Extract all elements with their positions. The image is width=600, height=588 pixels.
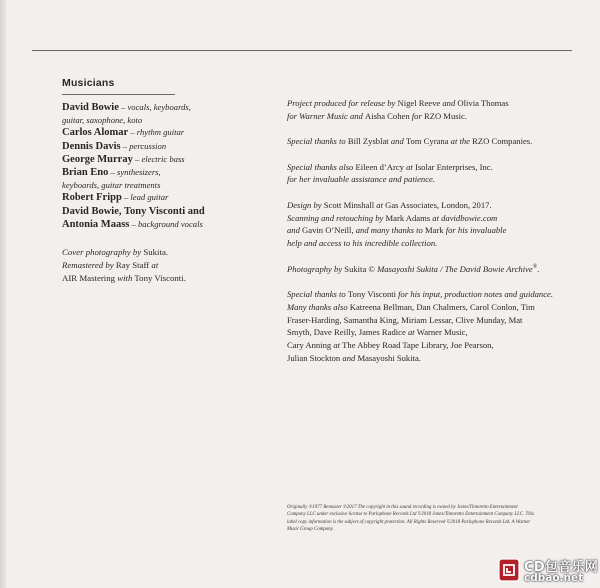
name-text-run: Aisha Cohen: [364, 110, 412, 121]
italic-text-run: at: [406, 161, 415, 172]
cover-photo-credit: [62, 246, 232, 259]
italic-text-run: , and many thanks to: [351, 225, 425, 236]
special-thanks-rzo: [287, 135, 572, 148]
musician-role: guitar, saxophone, koto: [62, 115, 143, 126]
name-text-run: Scott Minshall: [323, 199, 377, 210]
name-text-run: Isolar Enterprises, Inc.: [414, 161, 493, 172]
name-text-run: Fraser-Harding, Samantha King, Miriam Lessar, Clive Munday, Mat: [287, 314, 523, 325]
credit-separator: –: [108, 167, 117, 178]
italic-text-run: at: [376, 199, 386, 210]
legal-line: Music Group Company.: [287, 526, 334, 532]
musicians-underline: [62, 94, 175, 95]
musician-name: David Bowie, Tony Visconti and: [62, 205, 205, 217]
musicians-heading: Musicians: [62, 77, 115, 89]
musician-role: synthesizers,: [116, 167, 161, 178]
design-credits: [287, 199, 572, 250]
italic-text-run: Masayoshi Sukita / The David Bowie Archive: [377, 263, 533, 274]
musician-name: George Murray: [62, 153, 133, 165]
italic-text-run: Special thanks also: [287, 161, 356, 172]
musician-name: Antonia Maass: [62, 218, 130, 230]
special-thanks-isolar: [287, 161, 572, 187]
italic-text-run: Many thanks also: [287, 301, 350, 312]
thanks-list: [287, 288, 572, 365]
photography-credit: [287, 263, 572, 276]
musician-name: Brian Eno: [62, 167, 109, 179]
italic-text-run: at the: [450, 136, 473, 147]
name-text-run: Bill Zysblat: [347, 136, 391, 147]
credit-line: [62, 179, 222, 191]
musician-role: vocals, keyboards,: [127, 102, 191, 112]
name-text-run: Eileen d’Arcy: [355, 161, 407, 172]
italic-text-run: and: [390, 136, 406, 147]
name-text-run: Olivia Thomas: [457, 98, 509, 108]
musician-role: background vocals: [137, 218, 203, 229]
italic-text-run: and: [342, 352, 358, 363]
copyright-notice: [287, 504, 549, 533]
watermark-url: cdbao.net: [524, 572, 584, 584]
credit-line: [62, 126, 222, 139]
site-watermark: [498, 556, 598, 586]
name-text-run: Gavin O’Neill: [302, 225, 352, 236]
credit-name: Ray Staff: [113, 259, 152, 270]
name-text-run: Mark Adams: [385, 212, 433, 223]
name-text-run: ®: [532, 263, 538, 270]
legal-line: Originally ℗1977 Remaster ℗2017 The copyright in this sound recording is owned by Jones/Tintoretto Entertainment: [287, 505, 518, 510]
remaster-credit: [62, 259, 232, 272]
italic-text-run: at: [407, 327, 417, 338]
musician-name: Robert Fripp: [62, 192, 122, 204]
name-text-run: Nigel Reeve: [397, 98, 443, 108]
musician-role: percussion: [129, 140, 167, 151]
name-text-run: RZO Music.: [423, 110, 467, 121]
italic-text-run: Special thanks to: [287, 288, 348, 299]
italic-text-run: for his invaluable: [445, 225, 507, 236]
top-rule: [32, 50, 572, 51]
musician-role: electric bass: [141, 153, 185, 164]
italic-text-run: help and access to his incredible collection.: [287, 238, 438, 249]
italic-text-run: and: [442, 98, 458, 108]
name-text-run: Julian Stockton: [287, 352, 343, 363]
credit-name: Tony Visconti.: [132, 272, 186, 283]
musician-credits: [62, 101, 222, 231]
credit-label: with: [117, 272, 133, 283]
name-text-run: RZO Companies.: [472, 136, 533, 147]
italic-text-run: Project produced for release by: [287, 98, 398, 108]
credit-line: [62, 205, 222, 218]
credit-separator: –: [132, 153, 142, 164]
credit-label: Remastered by: [62, 259, 114, 270]
italic-text-run: for: [411, 110, 424, 121]
italic-text-run: Scanning and retouching by: [287, 212, 386, 223]
credit-separator: –: [128, 127, 137, 138]
italic-text-run: Special thanks to: [287, 136, 348, 147]
italic-text-run: at davidbowie.com: [432, 212, 498, 223]
italic-text-run: Design by: [287, 199, 324, 210]
credit-line: [62, 114, 222, 126]
musician-role: keyboards, guitar treatments: [62, 180, 161, 191]
name-text-run: The Abbey Road Tape Library, Joe Pearson,: [342, 340, 494, 351]
name-text-run: Warner Music,: [416, 327, 468, 338]
acknowledgements: [287, 97, 572, 377]
cover-notes: [62, 246, 232, 284]
watermark-title: CD包音乐网: [524, 560, 599, 575]
name-text-run: Katreena Bellman, Dan Chalmers, Carol Conlon, Tim: [349, 301, 535, 312]
musician-name: Dennis Davis: [62, 140, 121, 152]
name-text-run: Smyth, Dave Reilly, James Radice: [287, 327, 408, 338]
credit-line: [62, 191, 222, 204]
legal-line: Company LLC under exclusive license to Parlophone Records Ltd ©2018 Jones/Tintoretto Entertainment Company LLC. This: [287, 512, 534, 518]
page-edge: [0, 0, 6, 588]
italic-text-run: Photography by: [287, 263, 345, 274]
credit-name: AIR Mastering: [62, 272, 118, 283]
name-text-run: Tony Visconti: [347, 288, 399, 299]
credit-separator: –: [118, 102, 128, 112]
credit-separator: –: [120, 140, 130, 151]
italic-text-run: for her invaluable assistance and patience.: [287, 174, 435, 185]
production-credits: [287, 97, 572, 123]
credit-label: Cover photography by: [62, 247, 142, 257]
credit-line: [62, 218, 222, 231]
name-text-run: Masayoshi Sukita.: [357, 352, 421, 363]
musician-role: rhythm guitar: [136, 127, 185, 138]
credit-line: [62, 166, 222, 179]
name-text-run: Sukita ©: [344, 263, 378, 274]
musician-role: lead guitar: [130, 192, 169, 203]
legal-line: label copy information is the subject of copyright protection. All Rights Reserved ©2018 Parlophone Records Ltd. A Warner: [287, 519, 531, 525]
mastering-credit: [62, 272, 232, 285]
credit-line: [62, 153, 222, 166]
credit-line: [62, 140, 222, 153]
watermark-logo-icon: [498, 558, 520, 582]
credit-separator: –: [121, 192, 131, 203]
name-text-run: .: [537, 263, 540, 274]
italic-text-run: for Warner Music and: [287, 110, 365, 121]
musician-name: David Bowie: [62, 102, 119, 113]
italic-text-run: for his input, production notes and guidance.: [398, 288, 554, 299]
name-text-run: Tom Cyrana: [405, 136, 451, 147]
name-text-run: Gas Associates, London, 2017.: [385, 199, 492, 210]
credit-label: at: [151, 259, 159, 270]
italic-text-run: and: [287, 225, 303, 236]
credit-separator: –: [129, 218, 138, 229]
musician-name: Carlos Alomar: [62, 127, 129, 139]
name-text-run: Mark: [424, 225, 446, 236]
credit-name: Sukita.: [141, 247, 169, 257]
credit-line: [62, 101, 222, 114]
name-text-run: Cary Anning: [287, 340, 334, 351]
italic-text-run: at: [333, 340, 343, 351]
